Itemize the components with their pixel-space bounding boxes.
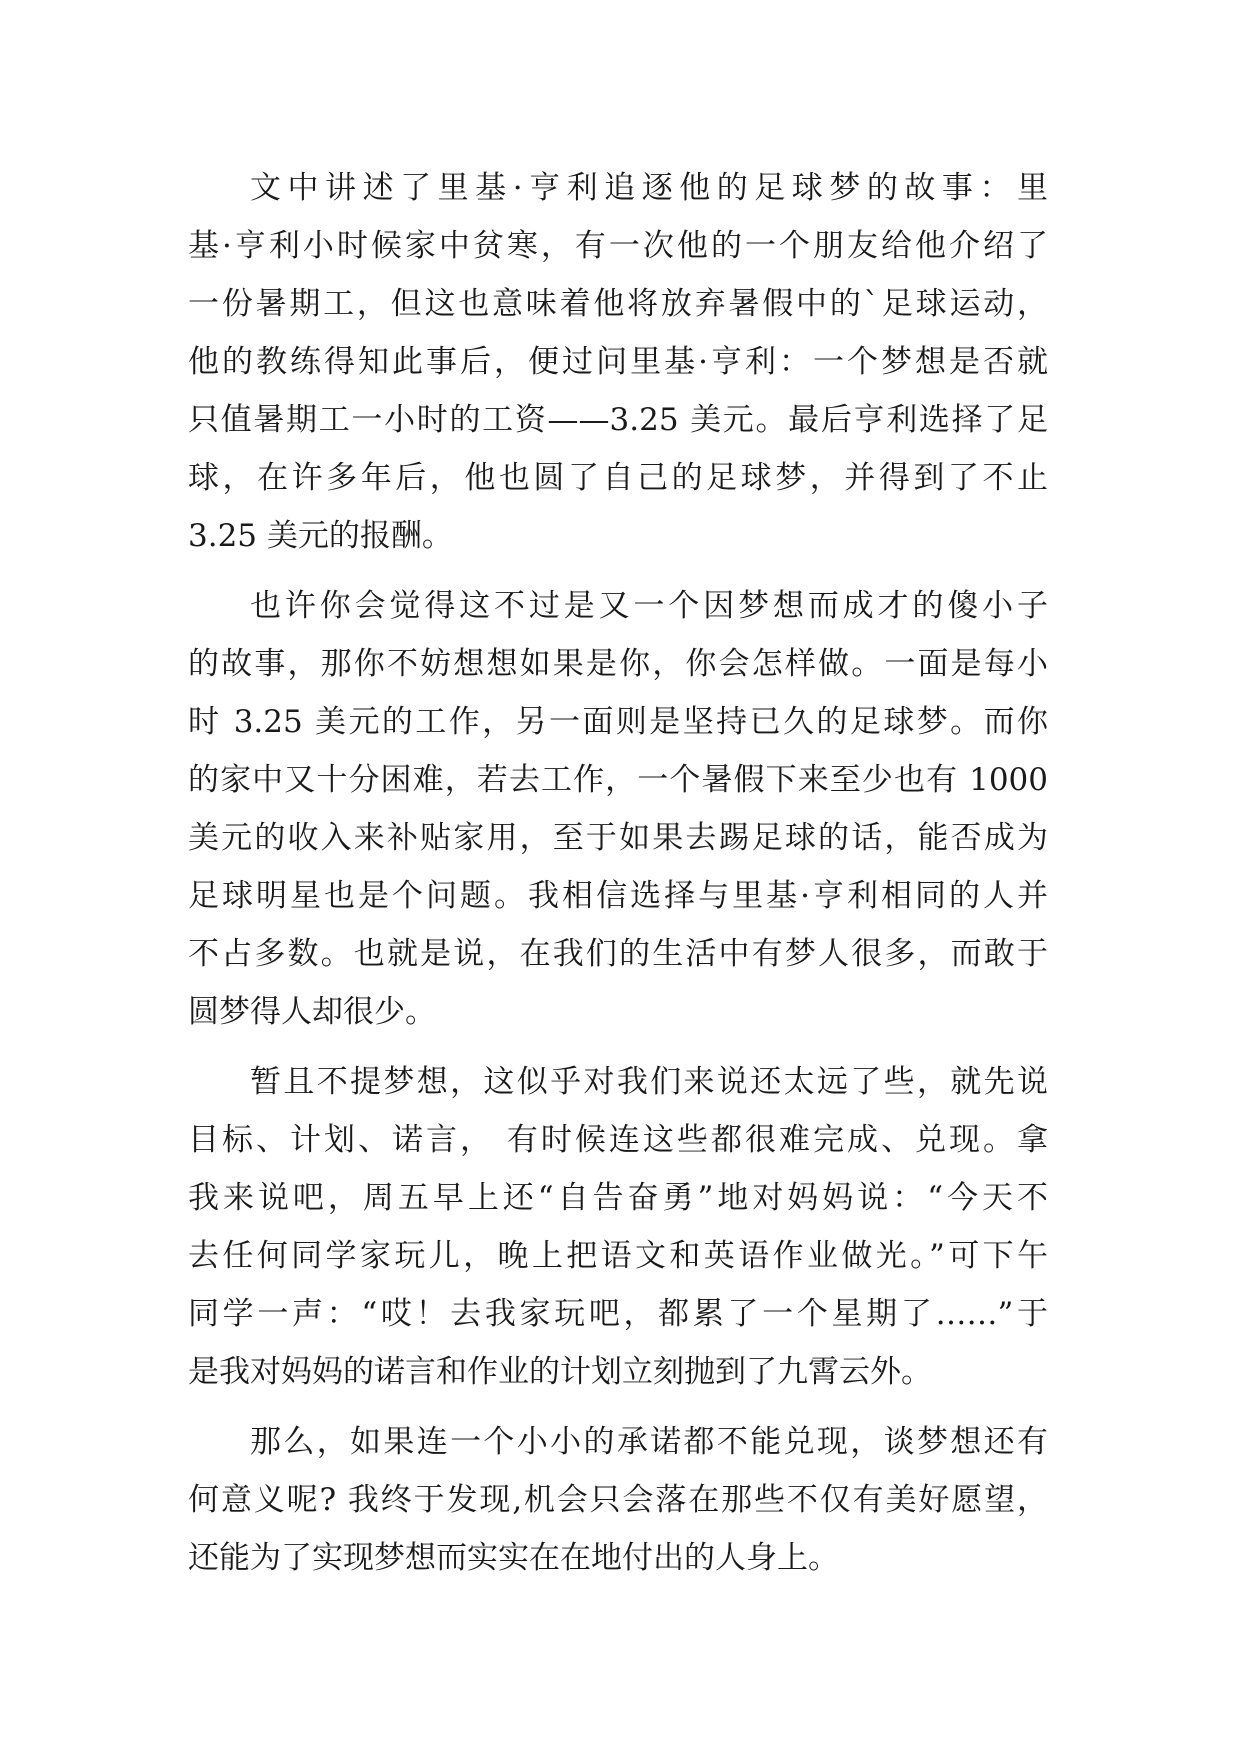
- text-line: 不占多数。也就是说，在我们的生活中有梦人很多，而敢于: [188, 936, 1048, 972]
- text-line: 球，在许多年后，他也圆了自己的足球梦，并得到了不止: [188, 460, 1048, 496]
- text-line: 的故事，那你不妨想想如果是你，你会怎样做。一面是每小: [188, 646, 1048, 682]
- text-line: 时 3.25 美元的工作，另一面则是坚持已久的足球梦。而你: [188, 704, 1048, 740]
- text-line: 只值暑期工一小时的工资——3.25 美元。最后亨利选择了足: [188, 402, 1048, 438]
- text-line: 也许你会觉得这不过是又一个因梦想而成才的傻小子: [250, 588, 1048, 624]
- paragraph-2: [188, 577, 1048, 1041]
- paragraph-3: [188, 1053, 1048, 1401]
- text-line: 同学一声：“哎！去我家玩吧，都累了一个星期了……”于: [188, 1296, 1048, 1332]
- text-line: 那么，如果连一个小小的承诺都不能兑现，谈梦想还有: [250, 1424, 1048, 1460]
- text-line: 还能为了实现梦想而实实在在地付出的人身上。: [188, 1540, 839, 1576]
- document-body: [188, 159, 1048, 1587]
- text-line: 一份暑期工，但这也意味着他将放弃暑假中的`足球运动，: [188, 286, 1048, 322]
- text-line: 圆梦得人却很少。: [188, 994, 436, 1030]
- text-line: 他的教练得知此事后，便过问里基·亨利：一个梦想是否就: [188, 344, 1048, 380]
- text-line: 是我对妈妈的诺言和作业的计划立刻抛到了九霄云外。: [188, 1354, 932, 1390]
- text-line: 的家中又十分困难，若去工作，一个暑假下来至少也有 1000: [188, 762, 1048, 798]
- text-line: 去任何同学家玩儿，晚上把语文和英语作业做光。”可下午: [188, 1238, 1048, 1274]
- text-line: 何意义呢? 我终于发现,机会只会落在那些不仅有美好愿望，: [188, 1482, 1048, 1518]
- paragraph-4: [188, 1413, 1048, 1587]
- text-line: 暂且不提梦想，这似乎对我们来说还太远了些，就先说: [250, 1064, 1048, 1100]
- text-line: 3.25 美元的报酬。: [188, 518, 453, 554]
- text-line: 目标、计划、诺言， 有时候连这些都很难完成、兑现。拿: [188, 1122, 1048, 1158]
- paragraph-1: [188, 159, 1048, 565]
- text-line: 文中讲述了里基·亨利追逐他的足球梦的故事：里: [250, 170, 1048, 206]
- text-line: 美元的收入来补贴家用，至于如果去踢足球的话，能否成为: [188, 820, 1048, 856]
- text-line: 基·亨利小时候家中贫寒，有一次他的一个朋友给他介绍了: [188, 228, 1048, 264]
- text-line: 足球明星也是个问题。我相信选择与里基·亨利相同的人并: [188, 878, 1048, 914]
- text-line: 我来说吧，周五早上还“自告奋勇”地对妈妈说：“今天不: [188, 1180, 1048, 1216]
